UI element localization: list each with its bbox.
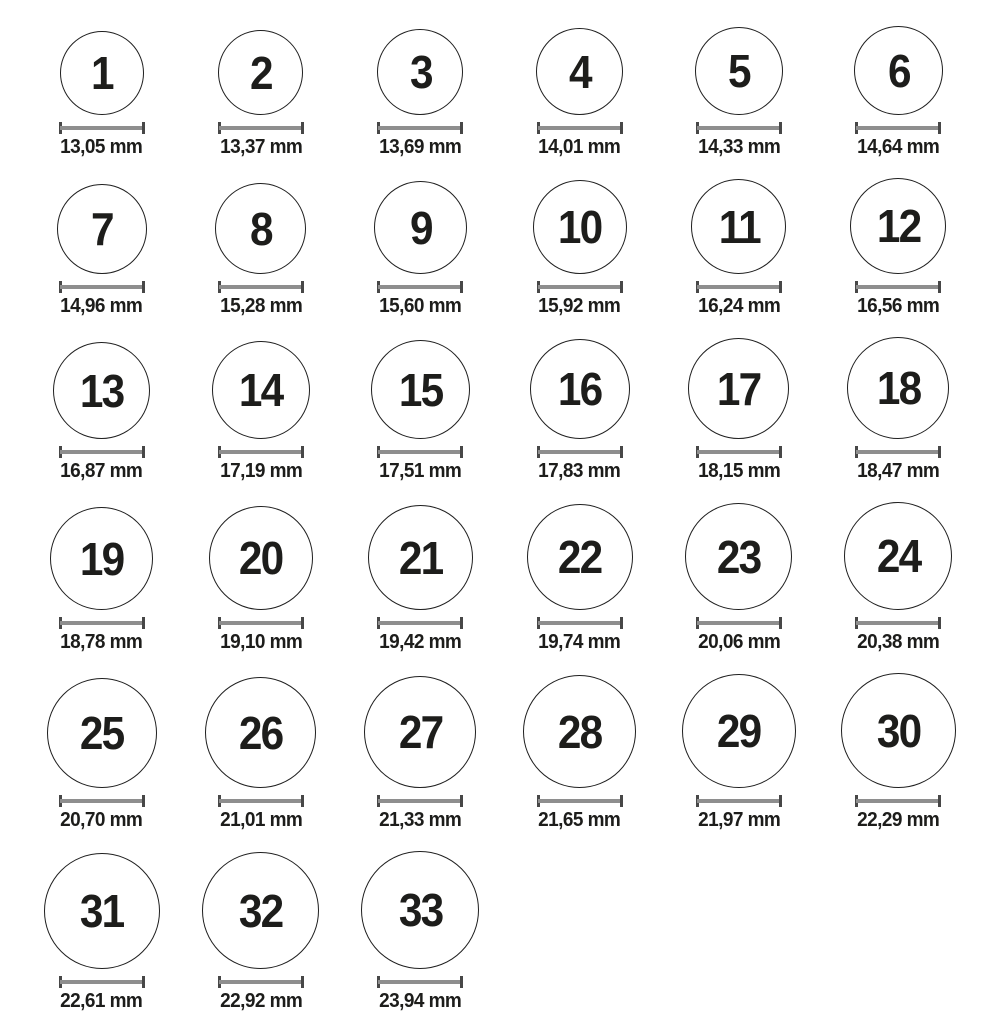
- ring-size-number: 7: [90, 203, 113, 255]
- diameter-ruler-icon: [218, 446, 304, 458]
- ruler-bar-icon: [538, 621, 622, 625]
- ring-size-number: 10: [557, 201, 602, 253]
- ruler-bar-icon: [60, 799, 144, 803]
- ring-size-cell: [44, 853, 160, 1012]
- ring-size-number: 20: [239, 532, 283, 584]
- ruler-right-tick-icon: [779, 617, 782, 629]
- ring-size-cell: [212, 341, 310, 482]
- ring-size-cell: [364, 676, 476, 831]
- ring-size-cell: [58, 31, 144, 158]
- ring-circle: [682, 674, 796, 788]
- ruler-bar-icon: [697, 799, 781, 803]
- ring-diameter-label: 22,61 mm: [60, 990, 143, 1012]
- ring-size-number: 24: [876, 530, 921, 582]
- diameter-ruler-icon: [537, 795, 623, 807]
- ring-size-cell: [523, 675, 636, 831]
- ring-size-cell: [374, 181, 467, 317]
- ring-circle: [850, 178, 946, 274]
- ring-circle: [44, 853, 160, 969]
- ring-diameter-label: 15,60 mm: [379, 295, 462, 317]
- ruler-bar-icon: [60, 621, 144, 625]
- ruler-bar-icon: [378, 450, 462, 454]
- ruler-bar-icon: [60, 285, 144, 289]
- ring-size-cell: [691, 179, 786, 317]
- diameter-ruler-icon: [537, 617, 623, 629]
- ring-diameter-label: 22,29 mm: [857, 809, 940, 831]
- diameter-ruler-icon: [377, 617, 463, 629]
- ruler-bar-icon: [538, 285, 622, 289]
- ring-diameter-label: 16,87 mm: [60, 460, 143, 482]
- ring-size-cell: [218, 30, 304, 158]
- ring-size-number: 27: [398, 706, 443, 758]
- ring-diameter-label: 13,69 mm: [379, 136, 462, 158]
- ruler-bar-icon: [856, 285, 940, 289]
- ruler-right-tick-icon: [142, 281, 145, 293]
- ring-size-cell: [377, 29, 463, 158]
- ring-size-number: 6: [887, 44, 910, 97]
- ruler-right-tick-icon: [938, 446, 941, 458]
- ring-diameter-label: 13,37 mm: [219, 136, 303, 158]
- ring-size-number: 15: [398, 363, 443, 416]
- ruler-bar-icon: [219, 450, 303, 454]
- ring-circle: [47, 678, 157, 788]
- diameter-ruler-icon: [218, 281, 304, 293]
- diameter-ruler-icon: [537, 122, 623, 134]
- ring-circle: [215, 183, 306, 274]
- diameter-ruler-icon: [696, 617, 782, 629]
- ring-size-number: 22: [557, 531, 602, 583]
- diameter-ruler-icon: [59, 122, 145, 134]
- ring-size-number: 2: [250, 46, 272, 99]
- ring-circle: [202, 852, 319, 969]
- ruler-bar-icon: [378, 621, 462, 625]
- ruler-bar-icon: [378, 799, 462, 803]
- ruler-right-tick-icon: [779, 281, 782, 293]
- diameter-ruler-icon: [218, 795, 304, 807]
- ring-size-cell: [209, 506, 313, 653]
- ring-size-cell: [202, 852, 319, 1012]
- ring-diameter-label: 13,05 mm: [60, 136, 143, 158]
- ring-size-number: 12: [876, 200, 921, 252]
- ring-size-cell: [844, 502, 952, 653]
- ruler-bar-icon: [538, 799, 622, 803]
- ruler-bar-icon: [219, 980, 303, 984]
- ring-size-cell: [215, 183, 306, 317]
- ring-diameter-label: 21,97 mm: [697, 809, 781, 831]
- diameter-ruler-icon: [855, 281, 941, 293]
- diameter-ruler-icon: [59, 446, 145, 458]
- ring-circle: [691, 179, 786, 274]
- ring-circle: [368, 505, 473, 610]
- ring-diameter-label: 16,24 mm: [697, 295, 781, 317]
- ring-diameter-label: 17,83 mm: [538, 460, 621, 482]
- diameter-ruler-icon: [59, 281, 145, 293]
- ring-size-number: 17: [717, 362, 761, 415]
- ring-size-cell: [371, 340, 470, 482]
- ring-size-number: 4: [568, 45, 591, 98]
- ring-size-cell: [47, 678, 157, 831]
- diameter-ruler-icon: [855, 795, 941, 807]
- ruler-right-tick-icon: [301, 795, 304, 807]
- ruler-right-tick-icon: [142, 446, 145, 458]
- ring-diameter-label: 14,64 mm: [857, 136, 940, 158]
- ring-diameter-label: 18,15 mm: [697, 460, 781, 482]
- ruler-bar-icon: [219, 126, 303, 130]
- ring-size-cell: [53, 342, 150, 482]
- diameter-ruler-icon: [377, 446, 463, 458]
- ring-diameter-label: 20,70 mm: [60, 809, 143, 831]
- diameter-ruler-icon: [537, 281, 623, 293]
- ruler-bar-icon: [60, 450, 144, 454]
- ruler-right-tick-icon: [460, 446, 463, 458]
- diameter-ruler-icon: [59, 795, 145, 807]
- ring-circle: [53, 342, 150, 439]
- ruler-right-tick-icon: [142, 122, 145, 134]
- ring-size-cell: [533, 180, 627, 317]
- diameter-ruler-icon: [696, 281, 782, 293]
- ruler-right-tick-icon: [460, 795, 463, 807]
- ring-size-number: 16: [557, 363, 602, 415]
- ruler-bar-icon: [60, 980, 144, 984]
- ring-diameter-label: 17,51 mm: [379, 460, 462, 482]
- ring-circle: [530, 339, 630, 439]
- ring-size-cell: [682, 674, 796, 831]
- ring-size-number: 13: [79, 364, 124, 417]
- ruler-right-tick-icon: [620, 795, 623, 807]
- ruler-bar-icon: [697, 285, 781, 289]
- diameter-ruler-icon: [855, 446, 941, 458]
- ring-size-cell: [841, 673, 956, 831]
- ruler-bar-icon: [538, 450, 622, 454]
- ruler-right-tick-icon: [460, 976, 463, 988]
- ring-circle: [841, 673, 956, 788]
- ring-size-cell: [50, 507, 153, 653]
- ring-diameter-label: 21,33 mm: [379, 809, 462, 831]
- ruler-right-tick-icon: [938, 617, 941, 629]
- ring-circle: [377, 29, 463, 115]
- ruler-right-tick-icon: [460, 122, 463, 134]
- ring-diameter-label: 15,92 mm: [538, 295, 621, 317]
- diameter-ruler-icon: [218, 122, 304, 134]
- ruler-right-tick-icon: [779, 795, 782, 807]
- ring-size-number: 30: [876, 704, 921, 757]
- ruler-right-tick-icon: [301, 122, 304, 134]
- ruler-right-tick-icon: [620, 446, 623, 458]
- diameter-ruler-icon: [377, 795, 463, 807]
- ring-circle: [205, 677, 316, 788]
- ring-size-number: 8: [250, 202, 272, 255]
- ring-size-cell: [361, 851, 479, 1012]
- ruler-right-tick-icon: [938, 795, 941, 807]
- ring-size-cell: [854, 26, 943, 158]
- ring-diameter-label: 14,96 mm: [60, 295, 143, 317]
- ring-circle: [847, 337, 949, 439]
- ruler-right-tick-icon: [301, 281, 304, 293]
- ruler-bar-icon: [856, 621, 940, 625]
- ruler-bar-icon: [219, 799, 303, 803]
- ring-circle: [361, 851, 479, 969]
- ring-size-number: 25: [79, 707, 124, 759]
- ring-circle: [364, 676, 476, 788]
- ruler-bar-icon: [697, 126, 781, 130]
- ring-diameter-label: 21,65 mm: [538, 809, 621, 831]
- ring-size-cell: [688, 338, 789, 482]
- ring-size-number: 5: [728, 45, 750, 97]
- ruler-right-tick-icon: [938, 281, 941, 293]
- ruler-bar-icon: [538, 126, 622, 130]
- ruler-right-tick-icon: [620, 122, 623, 134]
- ring-diameter-label: 19,10 mm: [219, 631, 303, 653]
- ruler-bar-icon: [856, 799, 940, 803]
- ring-size-number: 1: [90, 47, 113, 99]
- ring-diameter-label: 21,01 mm: [219, 809, 303, 831]
- ruler-bar-icon: [856, 450, 940, 454]
- ring-size-cell: [536, 28, 623, 158]
- ruler-bar-icon: [219, 621, 303, 625]
- ruler-bar-icon: [378, 285, 462, 289]
- ring-circle: [218, 30, 303, 115]
- ring-circle: [685, 503, 792, 610]
- diameter-ruler-icon: [696, 122, 782, 134]
- ring-size-number: 18: [876, 362, 921, 414]
- ruler-right-tick-icon: [779, 446, 782, 458]
- ring-circle: [533, 180, 627, 274]
- diameter-ruler-icon: [377, 976, 463, 988]
- ring-circle: [374, 181, 467, 274]
- ring-size-number: 29: [717, 705, 761, 757]
- ring-size-number: 23: [717, 530, 761, 583]
- ring-size-cell: [527, 504, 633, 653]
- ring-size-number: 14: [239, 364, 283, 416]
- ring-diameter-label: 17,19 mm: [219, 460, 303, 482]
- ring-size-number: 11: [718, 200, 760, 253]
- ring-circle: [695, 27, 783, 115]
- ring-circle: [209, 506, 313, 610]
- ring-size-cell: [530, 339, 630, 482]
- ring-diameter-label: 14,01 mm: [538, 136, 621, 158]
- diameter-ruler-icon: [696, 795, 782, 807]
- diameter-ruler-icon: [537, 446, 623, 458]
- ring-size-number: 33: [398, 884, 443, 936]
- ring-size-number: 9: [409, 201, 432, 254]
- diameter-ruler-icon: [696, 446, 782, 458]
- ruler-bar-icon: [219, 285, 303, 289]
- ring-size-number: 31: [79, 885, 124, 937]
- ring-circle: [57, 184, 147, 274]
- ruler-right-tick-icon: [779, 122, 782, 134]
- ruler-bar-icon: [60, 126, 144, 130]
- ring-diameter-label: 18,47 mm: [857, 460, 940, 482]
- ring-circle: [212, 341, 310, 439]
- ring-circle: [688, 338, 789, 439]
- ring-size-number: 21: [398, 531, 443, 584]
- ring-size-number: 28: [557, 705, 602, 758]
- ring-circle: [536, 28, 623, 115]
- diameter-ruler-icon: [59, 617, 145, 629]
- ruler-right-tick-icon: [460, 281, 463, 293]
- ring-size-number: 26: [239, 706, 283, 759]
- ruler-right-tick-icon: [301, 446, 304, 458]
- ring-size-cell: [368, 505, 473, 653]
- ring-diameter-label: 19,42 mm: [379, 631, 462, 653]
- ring-circle: [60, 31, 144, 115]
- ring-size-cell: [847, 337, 949, 482]
- ring-size-cell: [57, 184, 147, 317]
- ring-diameter-label: 19,74 mm: [538, 631, 621, 653]
- ruler-right-tick-icon: [460, 617, 463, 629]
- ring-circle: [50, 507, 153, 610]
- diameter-ruler-icon: [377, 122, 463, 134]
- diameter-ruler-icon: [59, 976, 145, 988]
- ring-diameter-label: 15,28 mm: [219, 295, 303, 317]
- ruler-right-tick-icon: [301, 617, 304, 629]
- ring-size-number: 3: [409, 46, 432, 98]
- ring-size-number: 32: [239, 884, 283, 937]
- ring-diameter-label: 20,06 mm: [697, 631, 781, 653]
- ruler-right-tick-icon: [620, 281, 623, 293]
- ring-size-cell: [685, 503, 792, 653]
- ruler-right-tick-icon: [620, 617, 623, 629]
- ruler-bar-icon: [697, 621, 781, 625]
- ring-size-cell: [695, 27, 783, 158]
- ring-circle: [527, 504, 633, 610]
- ring-circle: [523, 675, 636, 788]
- ring-diameter-label: 14,33 mm: [697, 136, 781, 158]
- ruler-right-tick-icon: [142, 617, 145, 629]
- diameter-ruler-icon: [855, 122, 941, 134]
- diameter-ruler-icon: [855, 617, 941, 629]
- ring-size-number: 19: [79, 532, 124, 585]
- ring-diameter-label: 20,38 mm: [857, 631, 940, 653]
- ring-diameter-label: 23,94 mm: [379, 990, 462, 1012]
- ring-size-cell: [850, 178, 946, 317]
- diameter-ruler-icon: [377, 281, 463, 293]
- ring-circle: [371, 340, 470, 439]
- ring-size-cell: [205, 677, 316, 831]
- ring-circle: [844, 502, 952, 610]
- ruler-bar-icon: [378, 126, 462, 130]
- ring-diameter-label: 16,56 mm: [857, 295, 940, 317]
- ring-diameter-label: 18,78 mm: [60, 631, 143, 653]
- ruler-bar-icon: [856, 126, 940, 130]
- ruler-right-tick-icon: [938, 122, 941, 134]
- ruler-bar-icon: [378, 980, 462, 984]
- ruler-right-tick-icon: [142, 976, 145, 988]
- ruler-bar-icon: [697, 450, 781, 454]
- ruler-right-tick-icon: [142, 795, 145, 807]
- ruler-right-tick-icon: [301, 976, 304, 988]
- diameter-ruler-icon: [218, 976, 304, 988]
- diameter-ruler-icon: [218, 617, 304, 629]
- ring-diameter-label: 22,92 mm: [219, 990, 303, 1012]
- ring-circle: [854, 26, 943, 115]
